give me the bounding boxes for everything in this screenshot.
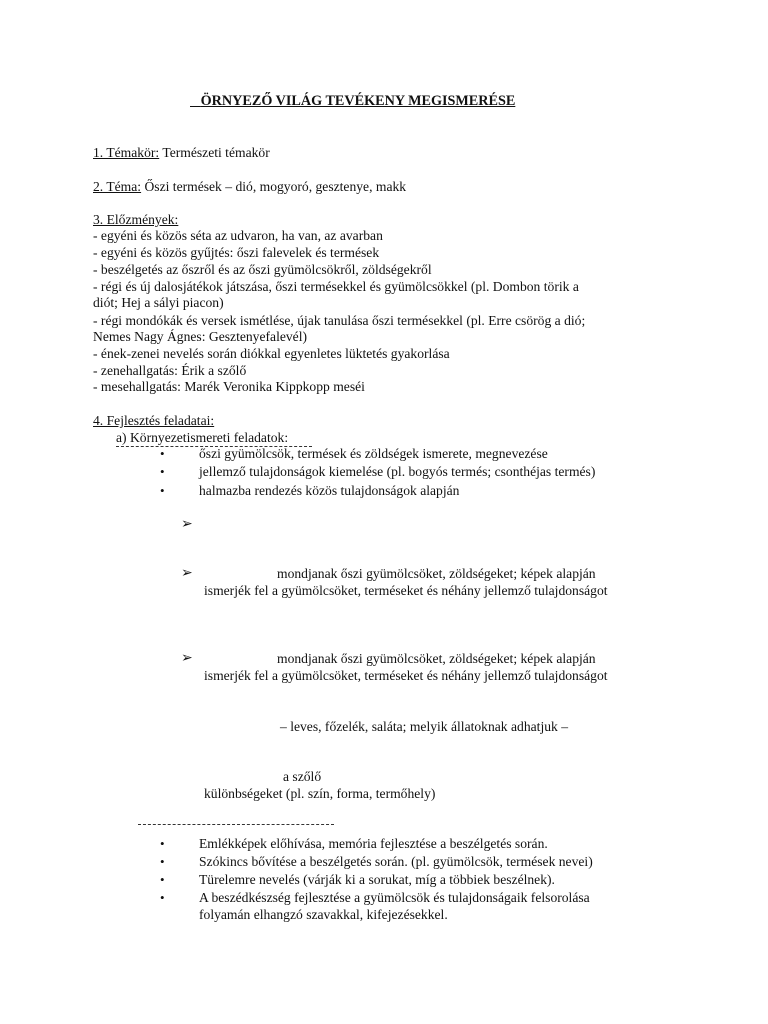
bullet-item-continuation: folyamán elhangzó szavakkal, kifejezésekkel. (199, 907, 448, 922)
section-4-label: 4. Fejlesztés feladatai: (93, 413, 215, 428)
arrow-item-line: mondjanak őszi gyümölcsöket, zöldségeket; képek alapján (277, 651, 596, 666)
section-4a-label: a) Környezetismereti feladatok: (116, 430, 289, 445)
section-3-line: - régi és új dalosjátékok játszása, őszi termésekkel és gyümölcsökkel (pl. Dombon törik a (93, 279, 579, 294)
section-2-label: 2. Téma: (93, 179, 142, 194)
bullet-icon: • (160, 890, 165, 905)
section-3-line: - mesehallgatás: Marék Veronika Kippkopp meséi (93, 379, 365, 394)
text-fragment: – leves, főzelék, saláta; melyik állatoknak adhatjuk – (280, 719, 569, 734)
bullet-item: halmazba rendezés közös tulajdonságok alapján (199, 483, 460, 498)
bullet-icon: • (160, 836, 165, 851)
section-1-topic (93, 145, 270, 161)
bullet-icon: • (160, 483, 165, 498)
bullet-item: jellemző tulajdonságok kiemelése (pl. bogyós termés; csonthéjas termés) (199, 464, 596, 479)
arrow-bullet-icon: ➢ (181, 566, 193, 581)
section-3-line: - egyéni és közös séta az udvaron, ha van, az avarban (93, 228, 383, 243)
bullet-icon: • (160, 446, 165, 461)
bullet-icon: • (160, 872, 165, 887)
dashed-separator (138, 824, 334, 825)
bullet-item: őszi gyümölcsök, termések és zöldségek ismerete, megnevezése (199, 446, 548, 461)
section-3-label: 3. Előzmények: (93, 212, 179, 227)
bullet-icon: • (160, 464, 165, 479)
section-3-line: Nemes Nagy Ágnes: Gesztenyefalevél) (93, 329, 308, 344)
section-2-value: Őszi termések – dió, mogyoró, gesztenye, makk (141, 179, 407, 194)
section-3-line: - egyéni és közös gyűjtés: őszi falevelek és termések (93, 245, 380, 260)
bullet-item: Türelemre nevelés (várják ki a sorukat, míg a többiek beszélnek). (199, 872, 555, 887)
section-3-line: - ének-zenei nevelés során diókkal egyenletes lüktetés gyakorlása (93, 346, 450, 361)
section-3-line: diót; Hej a sályi piacon) (93, 295, 224, 310)
section-3-line: - régi mondókák és versek ismétlése, újak tanulása őszi termésekkel (pl. Erre csörög a dió; (93, 313, 586, 328)
section-2-theme (93, 179, 406, 195)
arrow-bullet-icon: ➢ (181, 517, 193, 532)
arrow-item-line: ismerjék fel a gyümölcsöket, terméseket és néhány jellemző tulajdonságot (204, 668, 608, 683)
bullet-item: Szókincs bővítése a beszélgetés során. (pl. gyümölcsök, termések nevei) (199, 854, 593, 869)
arrow-bullet-icon: ➢ (181, 651, 193, 666)
text-fragment: a szőlő (283, 769, 322, 784)
section-1-value: Természeti témakör (159, 145, 270, 160)
text-fragment: különbségeket (pl. szín, forma, termőhely) (204, 786, 436, 801)
section-3-line: - beszélgetés az őszről és az őszi gyümölcsökről, zöldségekről (93, 262, 432, 277)
bullet-item: A beszédkészség fejlesztése a gyümölcsök és tulajdonságaik felsorolása (199, 890, 590, 905)
arrow-item-line: ismerjék fel a gyümölcsöket, terméseket és néhány jellemző tulajdonságot (204, 583, 608, 598)
bullet-icon: • (160, 854, 165, 869)
bullet-item: Emlékképek előhívása, memória fejlesztése a beszélgetés során. (199, 836, 548, 851)
page-title: ÖRNYEZŐ VILÁG TEVÉKENY MEGISMERÉSE (200, 93, 516, 109)
arrow-item-line: mondjanak őszi gyümölcsöket, zöldségeket; képek alapján (277, 566, 596, 581)
section-1-label: 1. Témakör: (93, 145, 160, 160)
section-3-line: - zenehallgatás: Érik a szőlő (93, 363, 247, 378)
